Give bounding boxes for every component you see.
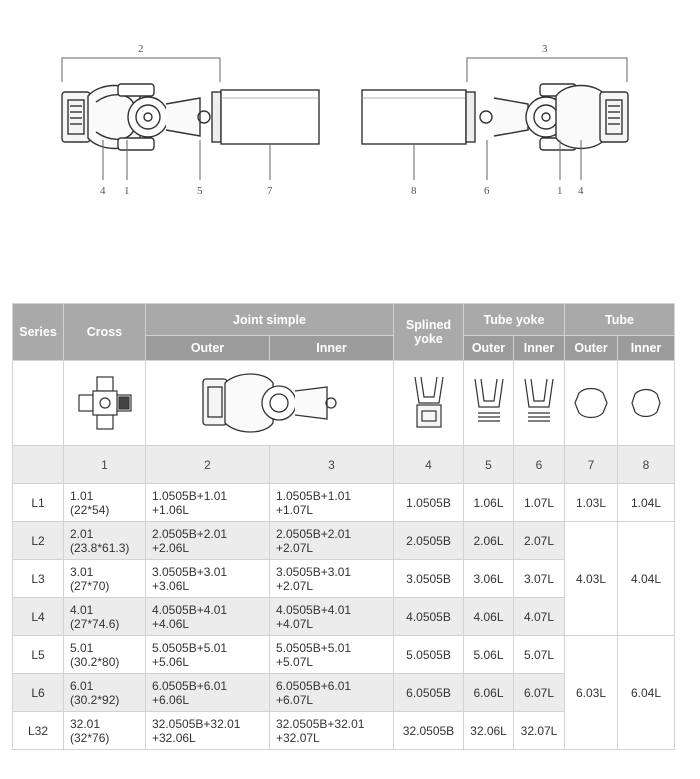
header-ty-outer: Outer xyxy=(464,336,514,361)
cross-part: 3.01 xyxy=(70,564,94,579)
right-label-4: 4 xyxy=(578,185,584,197)
cross-thumbnail xyxy=(64,361,146,446)
colnum-1: 1 xyxy=(64,446,146,484)
js-outer-line1: 5.0505B+5.01 xyxy=(152,640,228,655)
colnum-3: 3 xyxy=(270,446,394,484)
header-tube-yoke: Tube yoke xyxy=(464,304,565,336)
splined-yoke-thumbnail xyxy=(394,361,464,446)
series-cell: L6 xyxy=(13,674,64,712)
left-label-1: 1 xyxy=(124,185,130,197)
js-outer-line1: 2.0505B+2.01 xyxy=(152,526,228,541)
left-joint-illustration xyxy=(62,84,221,150)
js-inner-line1: 1.0505B+1.01 xyxy=(276,488,352,503)
ty-outer-cell: 1.06L xyxy=(464,484,514,522)
js-inner-line1: 3.0505B+3.01 xyxy=(276,564,352,579)
tube-outer-cell-group: 6.03L xyxy=(565,636,618,750)
series-cell: L32 xyxy=(13,712,64,750)
js-inner-cell xyxy=(270,484,394,522)
js-outer-line2: +6.06L xyxy=(152,692,190,707)
header-joint-simple: Joint simple xyxy=(146,304,394,336)
tube-yoke-inner-icon xyxy=(519,373,559,433)
js-outer-line1: 4.0505B+4.01 xyxy=(152,602,228,617)
js-outer-line1: 3.0505B+3.01 xyxy=(152,564,228,579)
splined-yoke-cell: 6.0505B xyxy=(394,674,464,712)
cross-size: (32*76) xyxy=(70,730,110,745)
js-outer-line2: +5.06L xyxy=(152,654,190,669)
js-outer-line1: 1.0505B+1.01 xyxy=(152,488,228,503)
column-number-row xyxy=(13,446,675,484)
series-cell: L4 xyxy=(13,598,64,636)
js-outer-line1: 6.0505B+6.01 xyxy=(152,678,228,693)
splined-yoke-cell: 5.0505B xyxy=(394,636,464,674)
tube-inner-cell: 1.04L xyxy=(618,484,675,522)
splined-yoke-icon xyxy=(409,373,449,433)
cross-cell xyxy=(64,636,146,674)
js-inner-line2: +4.07L xyxy=(276,616,314,631)
cross-part: 32.01 xyxy=(70,716,101,731)
tube-yoke-outer-icon xyxy=(469,373,509,433)
js-inner-line2: +1.07L xyxy=(276,502,314,517)
cross-cell xyxy=(64,560,146,598)
cross-size: (27*74.6) xyxy=(70,616,120,631)
series-cell: L3 xyxy=(13,560,64,598)
ty-inner-cell: 4.07L xyxy=(514,598,565,636)
js-outer-cell xyxy=(146,712,270,750)
splined-yoke-cell: 4.0505B xyxy=(394,598,464,636)
splined-yoke-cell: 1.0505B xyxy=(394,484,464,522)
cross-part: 4.01 xyxy=(70,602,94,617)
js-inner-cell xyxy=(270,712,394,750)
table-row xyxy=(13,522,675,560)
js-outer-cell xyxy=(146,674,270,712)
colnum-4: 4 xyxy=(394,446,464,484)
js-inner-line1: 2.0505B+2.01 xyxy=(276,526,352,541)
left-tube-illustration xyxy=(221,90,319,144)
series-cell: L5 xyxy=(13,636,64,674)
cross-cell xyxy=(64,522,146,560)
colnum-6: 6 xyxy=(514,446,565,484)
js-inner-line2: +2.07L xyxy=(276,578,314,593)
js-outer-line2: +4.06L xyxy=(152,616,190,631)
cross-part: 1.01 xyxy=(70,488,94,503)
image-cell-blank xyxy=(13,361,64,446)
ty-outer-cell: 32.06L xyxy=(464,712,514,750)
ty-inner-cell: 32.07L xyxy=(514,712,565,750)
js-outer-line2: +32.06L xyxy=(152,730,196,745)
js-inner-cell xyxy=(270,598,394,636)
table-row xyxy=(13,636,675,674)
ty-outer-cell: 4.06L xyxy=(464,598,514,636)
right-label-8: 8 xyxy=(411,185,417,197)
tube-yoke-inner-thumbnail xyxy=(514,361,565,446)
js-inner-line2: +6.07L xyxy=(276,692,314,707)
colnum-2: 2 xyxy=(146,446,270,484)
image-row xyxy=(13,361,675,446)
ty-outer-cell: 3.06L xyxy=(464,560,514,598)
js-outer-line1: 32.0505B+32.01 xyxy=(152,716,241,731)
right-joint-illustration xyxy=(466,84,628,150)
colnum-7: 7 xyxy=(565,446,618,484)
js-inner-line2: +5.07L xyxy=(276,654,314,669)
header-cross: Cross xyxy=(64,304,146,361)
left-label-4: 4 xyxy=(100,185,106,197)
ty-inner-cell: 2.07L xyxy=(514,522,565,560)
header-ty-inner: Inner xyxy=(514,336,565,361)
header-tube: Tube xyxy=(565,304,675,336)
js-outer-cell xyxy=(146,522,270,560)
js-outer-cell xyxy=(146,560,270,598)
left-label-7: 7 xyxy=(267,185,273,197)
header-tube-inner: Inner xyxy=(618,336,675,361)
header-splined-yoke: Splined yoke xyxy=(394,304,464,361)
ty-inner-cell: 6.07L xyxy=(514,674,565,712)
joint-simple-icon xyxy=(195,371,345,435)
tube-outer-cell: 1.03L xyxy=(565,484,618,522)
ty-inner-cell: 5.07L xyxy=(514,636,565,674)
splined-yoke-cell: 32.0505B xyxy=(394,712,464,750)
js-outer-cell xyxy=(146,598,270,636)
colnum-5: 5 xyxy=(464,446,514,484)
left-label-5: 5 xyxy=(197,185,203,197)
tube-inner-profile-icon xyxy=(626,383,666,423)
cross-part: 5.01 xyxy=(70,640,94,655)
cross-icon xyxy=(75,373,135,433)
series-cell: L2 xyxy=(13,522,64,560)
ty-outer-cell: 2.06L xyxy=(464,522,514,560)
splined-yoke-cell: 2.0505B xyxy=(394,522,464,560)
left-callout-label: 2 xyxy=(138,43,144,55)
cross-size: (30.2*92) xyxy=(70,692,120,707)
series-cell: L1 xyxy=(13,484,64,522)
js-outer-cell xyxy=(146,636,270,674)
splined-yoke-cell: 3.0505B xyxy=(394,560,464,598)
tube-inner-cell-group: 4.04L xyxy=(618,522,675,636)
header-tube-outer: Outer xyxy=(565,336,618,361)
tube-outer-profile-icon xyxy=(571,383,611,423)
right-callout-label: 3 xyxy=(542,43,548,55)
colnum-blank xyxy=(13,446,64,484)
tube-outer-cell-group: 4.03L xyxy=(565,522,618,636)
cross-size: (23.8*61.3) xyxy=(70,540,130,555)
tube-yoke-outer-thumbnail xyxy=(464,361,514,446)
cross-size: (27*70) xyxy=(70,578,110,593)
driveshaft-exploded-drawing xyxy=(0,0,700,290)
table-row xyxy=(13,484,675,522)
cross-part: 6.01 xyxy=(70,678,94,693)
tube-outer-thumbnail xyxy=(565,361,618,446)
ty-inner-cell: 1.07L xyxy=(514,484,565,522)
cross-cell xyxy=(64,484,146,522)
js-outer-line2: +3.06L xyxy=(152,578,190,593)
header-js-outer: Outer xyxy=(146,336,270,361)
js-inner-cell xyxy=(270,522,394,560)
ty-inner-cell: 3.07L xyxy=(514,560,565,598)
tube-inner-cell-group: 6.04L xyxy=(618,636,675,750)
header-js-inner: Inner xyxy=(270,336,394,361)
right-tube-illustration xyxy=(362,90,466,144)
js-inner-line1: 4.0505B+4.01 xyxy=(276,602,352,617)
header-series: Series xyxy=(13,304,64,361)
cross-cell xyxy=(64,598,146,636)
cross-cell xyxy=(64,674,146,712)
js-inner-cell xyxy=(270,636,394,674)
right-label-6: 6 xyxy=(484,185,490,197)
ty-outer-cell: 6.06L xyxy=(464,674,514,712)
js-inner-line1: 6.0505B+6.01 xyxy=(276,678,352,693)
joint-simple-thumbnail xyxy=(146,361,394,446)
right-callout-bracket xyxy=(467,58,627,82)
js-inner-cell xyxy=(270,560,394,598)
colnum-8: 8 xyxy=(618,446,675,484)
tube-inner-thumbnail xyxy=(618,361,675,446)
js-inner-line1: 5.0505B+5.01 xyxy=(276,640,352,655)
right-label-1: 1 xyxy=(557,185,563,197)
cross-cell xyxy=(64,712,146,750)
js-inner-line1: 32.0505B+32.01 xyxy=(276,716,365,731)
ty-outer-cell: 5.06L xyxy=(464,636,514,674)
spec-table xyxy=(12,303,675,750)
js-inner-cell xyxy=(270,674,394,712)
js-inner-line2: +32.07L xyxy=(276,730,320,745)
cross-size: (30.2*80) xyxy=(70,654,120,669)
js-inner-line2: +2.07L xyxy=(276,540,314,555)
drawing-canvas xyxy=(0,0,700,290)
cross-part: 2.01 xyxy=(70,526,94,541)
js-outer-line2: +1.06L xyxy=(152,502,190,517)
js-outer-cell xyxy=(146,484,270,522)
cross-size: (22*54) xyxy=(70,502,110,517)
js-outer-line2: +2.06L xyxy=(152,540,190,555)
left-callout-bracket xyxy=(62,58,220,82)
